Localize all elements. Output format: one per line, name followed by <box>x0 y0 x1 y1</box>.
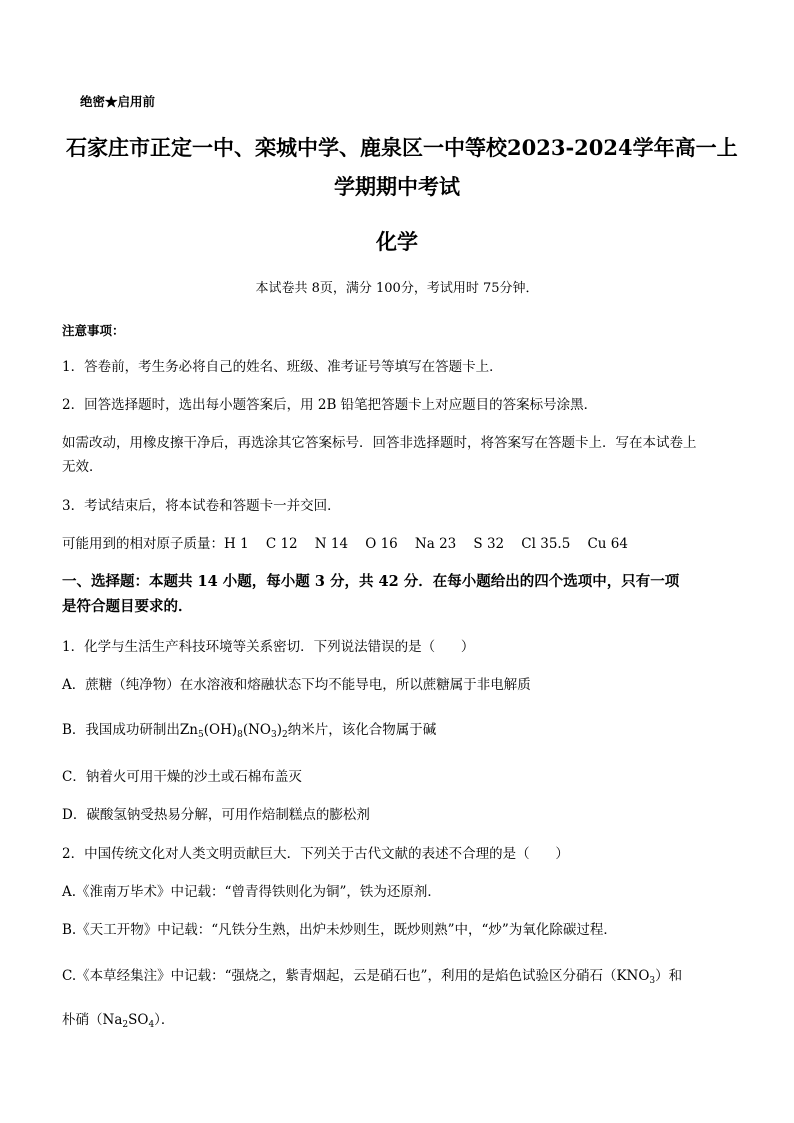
q2-option-c-prefix: C.《本草经集注》中记载：“强烧之，紫青烟起，云是硝石也”，利用的是焰色试验区分硝石（ <box>62 968 617 984</box>
q2-option-b: B.《天工开物》中记载：“凡铁分生熟，出炉未炒则生，既炒则熟”中，“炒”为氧化除碳过程． <box>62 922 617 938</box>
note-item-3: 3．考试结束后，将本试卷和答题卡一并交回． <box>62 498 341 514</box>
q2-stem: 2．中国传统文化对人类文明贡献巨大．下列关于古代文献的表述不合理的是（ ） <box>62 846 569 862</box>
section1-heading-line1: 一、选择题：本题共 14 小题，每小题 3 分，共 42 分．在每小题给出的四个选项中，只有一项 <box>62 573 680 590</box>
q1-stem: 1．化学与生活生产科技环境等关系密切．下列说法错误的是（ ） <box>62 639 475 655</box>
confidential-label: 绝密★启用前 <box>80 94 156 109</box>
sodium-sulfate-formula: $Na_2SO_4$ <box>102 1012 155 1030</box>
q1-option-a: A．蔗糖（纯净物）在水溶液和熔融状态下均不能导电，所以蔗糖属于非电解质 <box>62 677 531 693</box>
q1-option-c: C．钠着火可用干燥的沙土或石棉布盖灭 <box>62 769 302 785</box>
q2-option-a: A.《淮南万毕术》中记载：“曾青得铁则化为铜”，铁为还原剂． <box>62 884 441 900</box>
q2-option-c2-prefix: 朴硝（ <box>62 1012 103 1028</box>
notes-heading: 注意事项： <box>62 323 125 338</box>
atomic-masses: 可能用到的相对原子质量：H 1 C 12 N 14 O 16 Na 23 S 32 Cl 35.5 Cu 64 <box>62 536 628 552</box>
potassium-nitrate-formula: $KNO_3$ <box>616 968 656 986</box>
q2-option-c-line1 <box>62 966 682 986</box>
q1-option-b <box>62 720 436 740</box>
note-item-1: 1．答卷前，考生务必将自己的姓名、班级、准考证号等填写在答题卡上． <box>62 359 503 375</box>
exam-info: 本试卷共 8页，满分 100分，考试用时 75分钟． <box>255 281 539 296</box>
exam-title-line2: 学期期中考试 <box>334 174 460 199</box>
q1-option-b-suffix: 纳米片，该化合物属于碱 <box>287 722 437 738</box>
section1-heading-line2: 是符合题目要求的． <box>62 598 193 615</box>
q2-option-c-suffix: ）和 <box>655 968 683 984</box>
subject-title: 化学 <box>376 229 418 254</box>
q2-option-c-line2 <box>62 1010 174 1030</box>
note-item-2-cont1: 如需改动，用橡皮擦干净后，再选涂其它答案标号．回答非选择题时，将答案写在答题卡上．写在本试卷上 <box>62 435 697 451</box>
note-item-2: 2．回答选择题时，选出每小题答案后，用 2B 铅笔把答题卡上对应题目的答案标号涂黑． <box>62 397 598 413</box>
zinc-compound-formula: $Zn_5(OH)_8(NO_3)_2$ <box>179 722 288 740</box>
q1-option-d: D．碳酸氢钠受热易分解，可用作焙制糕点的膨松剂 <box>62 807 370 823</box>
exam-title-line1: 石家庄市正定一中、栾城中学、鹿泉区一中等校2023-2024学年高一上 <box>66 135 738 160</box>
note-item-2-cont2: 无效． <box>62 459 103 475</box>
q2-option-c2-suffix: ）． <box>154 1012 175 1028</box>
q1-option-b-prefix: B．我国成功研制出 <box>62 722 180 738</box>
